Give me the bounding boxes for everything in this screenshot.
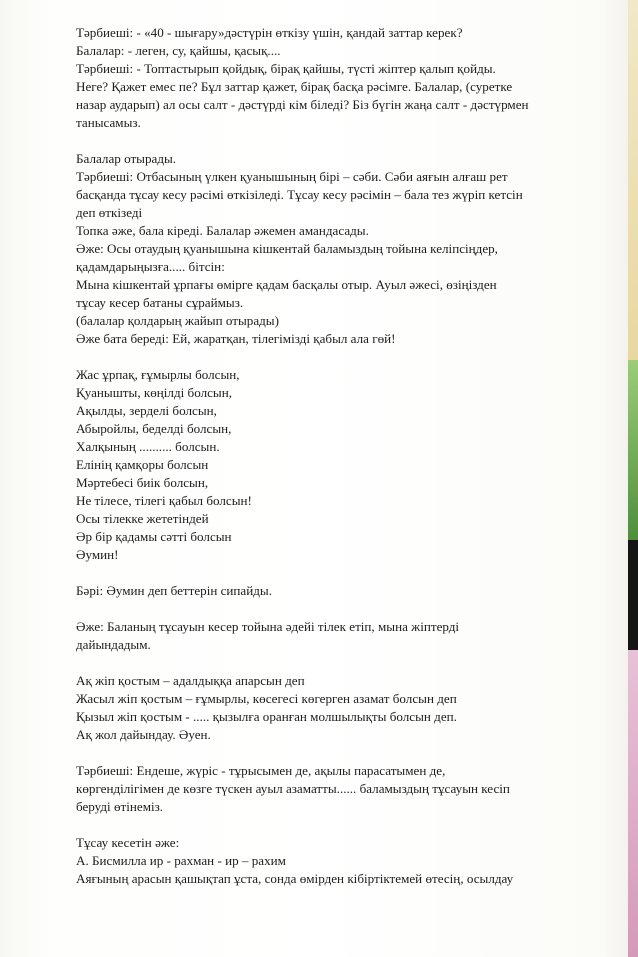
text-line: Бәрі: Әумин деп беттерін сипайды. [76, 583, 272, 598]
text-line: Ақ жіп қостым – адалдыққа апарсын деп [76, 673, 305, 688]
text-line: Әр бір қадамы сәтті болсын [76, 529, 232, 544]
text-line: Тәрбиеші: Отбасының үлкен қуанышының бірі – сәби. Сәби аяғын алғаш рет [76, 169, 508, 184]
page-edge-strip [628, 360, 638, 540]
text-line: А. Бисмилла ир - рахман - ир – рахим [76, 853, 286, 868]
text-line: Не тілесе, тілегі қабыл болсын! [76, 493, 252, 508]
text-line: Халқының .......... болсын. [76, 439, 220, 454]
text-line: Жас ұрпақ, ғұмырлы болсын, [76, 367, 240, 382]
text-line: көргенділігімен де көзге түскен ауыл азаматты...... баламыздың тұсауын кесіп [76, 781, 510, 796]
blank-line [76, 816, 606, 834]
text-line: Абыройлы, беделді болсын, [76, 421, 232, 436]
text-line: Балалар отырады. [76, 151, 177, 166]
text-line: (балалар қолдарың жайып отырады) [76, 313, 279, 328]
text-line: беруді өтінеміз. [76, 799, 164, 814]
blank-line [76, 348, 606, 366]
text-line: Қызыл жіп қостым - ..... қызылға оранған молшылықты болсын деп. [76, 709, 457, 724]
text-line: Тәрбиеші: - «40 - шығару»дәстүрін өткізу үшін, қандай заттар керек? [76, 25, 463, 40]
text-line: Мына кішкентай ұрпағы өмірге қадам басқалы отыр. Ауыл әжесі, өзіңізден [76, 277, 497, 292]
page-edge-strip [628, 540, 638, 650]
text-line: Әже: Осы отаудың қуанышына кішкентай баламыздың тойына келіпсіңдер, [76, 241, 498, 256]
page-edge-strip [628, 650, 638, 957]
text-line: Тұсау кесетін әже: [76, 835, 180, 850]
text-line: назар аударып) ал осы салт - дәстүрді кім біледі? Біз бүгін жаңа салт - дәстүрмен [76, 97, 529, 112]
blank-line [76, 600, 606, 618]
blank-line [76, 132, 606, 150]
text-line: Қуанышты, көңілді болсын, [76, 385, 232, 400]
text-line: Тәрбиеші: Ендеше, жүріс - тұрысымен де, ақылы парасатымен де, [76, 763, 446, 778]
text-line: Неге? Қажет емес пе? Бұл заттар қажет, бірақ басқа рәсімге. Балалар, (суретке [76, 79, 513, 94]
blank-line [76, 564, 606, 582]
text-line: Тәрбиеші: - Топтастырып қойдық, бірақ қайшы, түсті жіптер қалып қойды. [76, 61, 496, 76]
text-line: дайындадым. [76, 637, 151, 652]
text-line: танысамыз. [76, 115, 141, 130]
text-line: тұсау кесер батаны сұраймыз. [76, 295, 244, 310]
text-line: Әже: Баланың тұсауын кесер тойына әдейі тілек етіп, мына жіптерді [76, 619, 460, 634]
text-line: Аяғының арасын қашықтап ұста, сонда өмірден кібіртіктемей өтесің, осылдау [76, 871, 514, 886]
blank-line [76, 744, 606, 762]
text-line: Топка әже, бала кіреді. Балалар әжемен амандасады. [76, 223, 369, 238]
text-line: Мәртебесі биік болсын, [76, 475, 209, 490]
text-line: Балалар: - леген, су, қайшы, қасық.... [76, 43, 281, 58]
text-line: қадамдарыңызға..... бітсін: [76, 259, 225, 274]
text-line: Елінің қамқоры болсын [76, 457, 209, 472]
text-line: Осы тілекке жететіндей [76, 511, 209, 526]
text-line: Әумин! [76, 547, 119, 562]
page-edge-strip [628, 0, 638, 360]
text-line: Ақылды, зерделі болсын, [76, 403, 217, 418]
text-line: басқанда тұсау кесу рәсімі өткізіледі. Тұсау кесу рәсімін – бала тез жүріп кетсін [76, 187, 523, 202]
document-text [76, 24, 606, 888]
text-line: Ақ жол дайындау. Әуен. [76, 727, 211, 742]
text-line: деп өткізеді [76, 205, 143, 220]
blank-line [76, 654, 606, 672]
text-line: Әже бата береді: Ей, жаратқан, тілегімізді қабыл ала гөй! [76, 331, 396, 346]
text-line: Жасыл жіп қостым – ғұмырлы, көсегесі көгерген азамат болсын деп [76, 691, 457, 706]
